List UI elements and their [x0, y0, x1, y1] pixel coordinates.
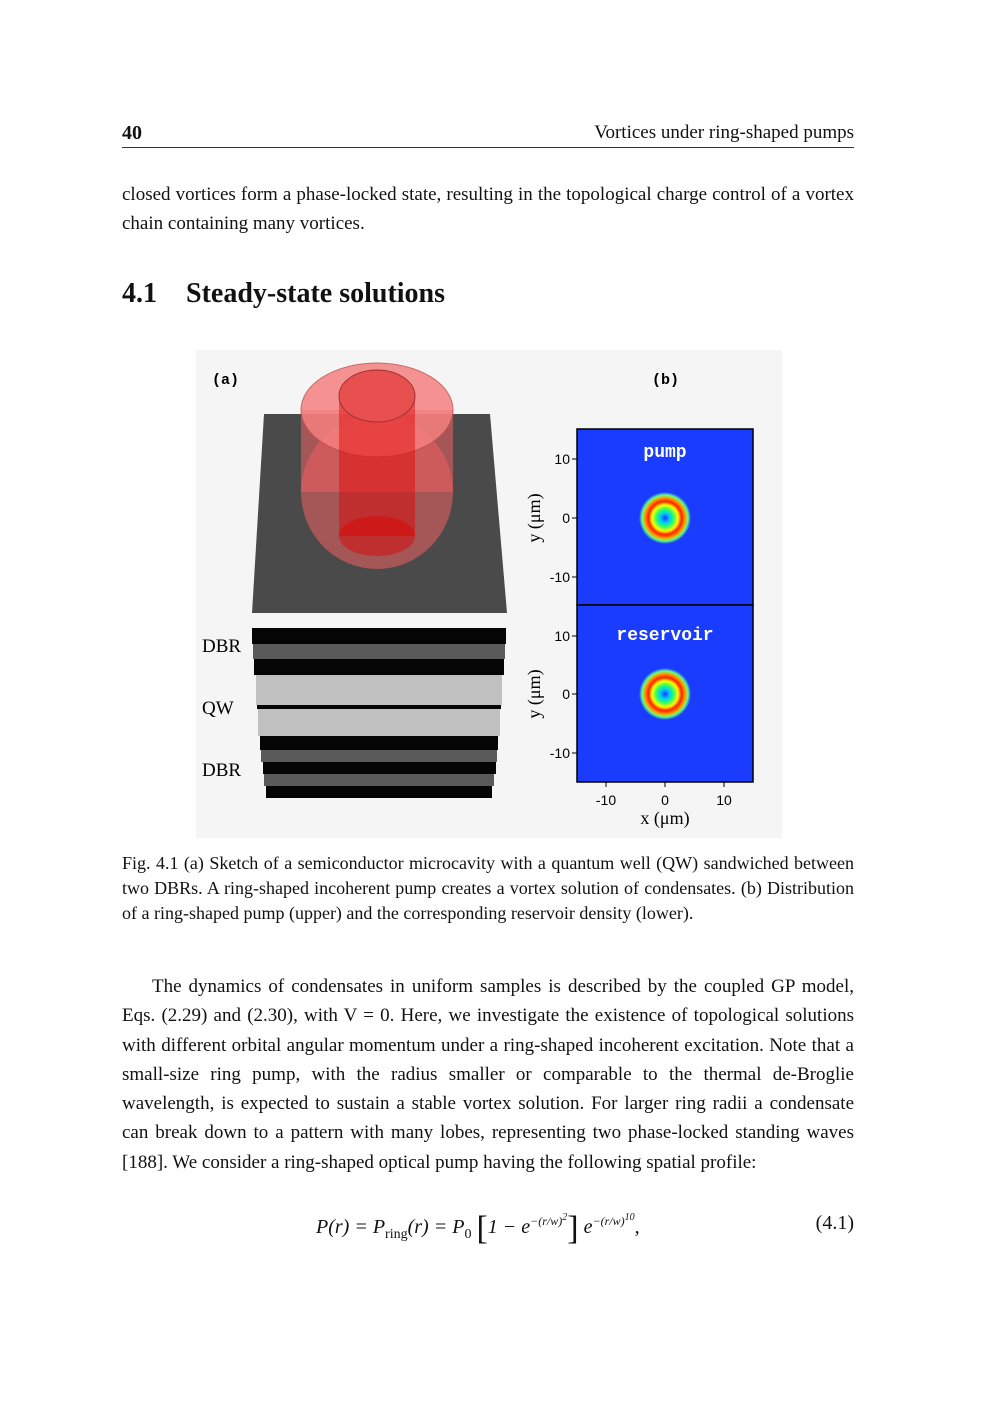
pump-beam [301, 363, 453, 569]
equation-mid: (r) = P [407, 1216, 465, 1238]
body-paragraph [122, 972, 854, 1177]
equation-4-1 [122, 1196, 854, 1256]
header-rule [122, 147, 854, 148]
figure-4-1 [196, 350, 782, 838]
layer-label-dbr-bottom: DBR [202, 760, 242, 781]
quantum-well-layer [257, 705, 501, 709]
y-tick-label: 0 [562, 510, 570, 526]
equation-exp1: −(r/w) [530, 1214, 563, 1229]
intro-text: closed vortices form a phase-locked state, resulting in the topological charge control of a vortex chain containing many vortices. [122, 184, 854, 234]
y-axis-label-top: y (μm) [524, 493, 544, 543]
section-heading [122, 278, 445, 310]
layer-label-dbr-top: DBR [202, 636, 242, 657]
equation-exp1-pow: 2 [562, 1212, 568, 1224]
y-tick-label: -10 [549, 569, 570, 585]
y-tick-label: 10 [554, 628, 570, 644]
equation-mid-sub: 0 [464, 1227, 472, 1242]
figure-graphic [196, 350, 782, 838]
equation-bracket-term: 1 − e [487, 1216, 531, 1238]
running-title: Vortices under ring-shaped pumps [594, 122, 854, 143]
spacer-layer [256, 675, 502, 705]
figure-caption: Fig. 4.1 (a) Sketch of a semiconductor microcavity with a quantum well (QW) sandwiched between two DBRs. A ring-shaped incoherent pump creates a vortex solution of condensates. (b) Distribution of a ring-shaped pump (upper) and the corresponding reservoir density (lower). [122, 853, 854, 923]
equation-lhs: P(r) = P [316, 1216, 386, 1238]
dbr-layer [266, 786, 492, 798]
dbr-layer [252, 628, 506, 644]
equation-e2: e [583, 1216, 593, 1238]
x-axis-label: x (μm) [640, 808, 690, 828]
dbr-layer [254, 659, 504, 675]
spacer-layer [258, 709, 500, 736]
page-number: 40 [122, 122, 142, 144]
layer-label-qw: QW [202, 698, 234, 719]
dbr-layer [260, 736, 498, 750]
equation-body: $P(r) = P_{ring}(r) = P_0$ $[1 - e^{-(r/w)^2}]$ $e^{-(r/w)^{10}}$, [316, 1210, 640, 1247]
reservoir-map-label: reservoir [616, 626, 714, 646]
equation-exp2-pow: 10 [624, 1212, 635, 1224]
intro-paragraph [122, 180, 854, 238]
panel-b-label: (b) [652, 372, 680, 389]
equation-number: (4.1) [815, 1212, 854, 1234]
x-tick-label: 10 [716, 792, 732, 808]
pump-map-label: pump [643, 443, 687, 463]
equation-exp2: −(r/w) [592, 1214, 625, 1229]
body-text: The dynamics of condensates in uniform samples is described by the coupled GP model, Eqs. (2.29) and (2.30), with V = 0. Here, we investigate the existence of topological solutions with different orbital angular momentum under a ring-shaped incoherent excitation. Note that a small-size ring pump, with the radius smaller or comparable to the thermal de-Broglie wavelength, is expected to sustain a stable vortex solution. For larger ring radii a condensate can break down to a pattern with many lobes, representing two phase-locked standing waves [188]. We consider a ring-shaped optical pump having the following spatial profile: [122, 976, 854, 1173]
dbr-layer [263, 762, 496, 774]
equation-lhs-sub: ring [385, 1227, 408, 1242]
section-number: 4.1 [122, 278, 157, 309]
reservoir-ring [639, 668, 691, 720]
dbr-layer [253, 644, 505, 659]
panel-a-label: (a) [212, 372, 240, 389]
equation-tail: , [634, 1216, 640, 1238]
y-tick-label: -10 [549, 745, 570, 761]
x-tick-label: -10 [595, 792, 617, 808]
dbr-layer [264, 774, 494, 786]
x-tick-label: 0 [661, 792, 669, 808]
y-axis-label-bottom: y (μm) [524, 669, 544, 719]
dbr-layer [261, 750, 497, 762]
section-title: Steady-state solutions [186, 278, 446, 309]
y-tick-label: 10 [554, 451, 570, 467]
y-tick-label: 0 [562, 686, 570, 702]
pump-ring [639, 492, 691, 544]
